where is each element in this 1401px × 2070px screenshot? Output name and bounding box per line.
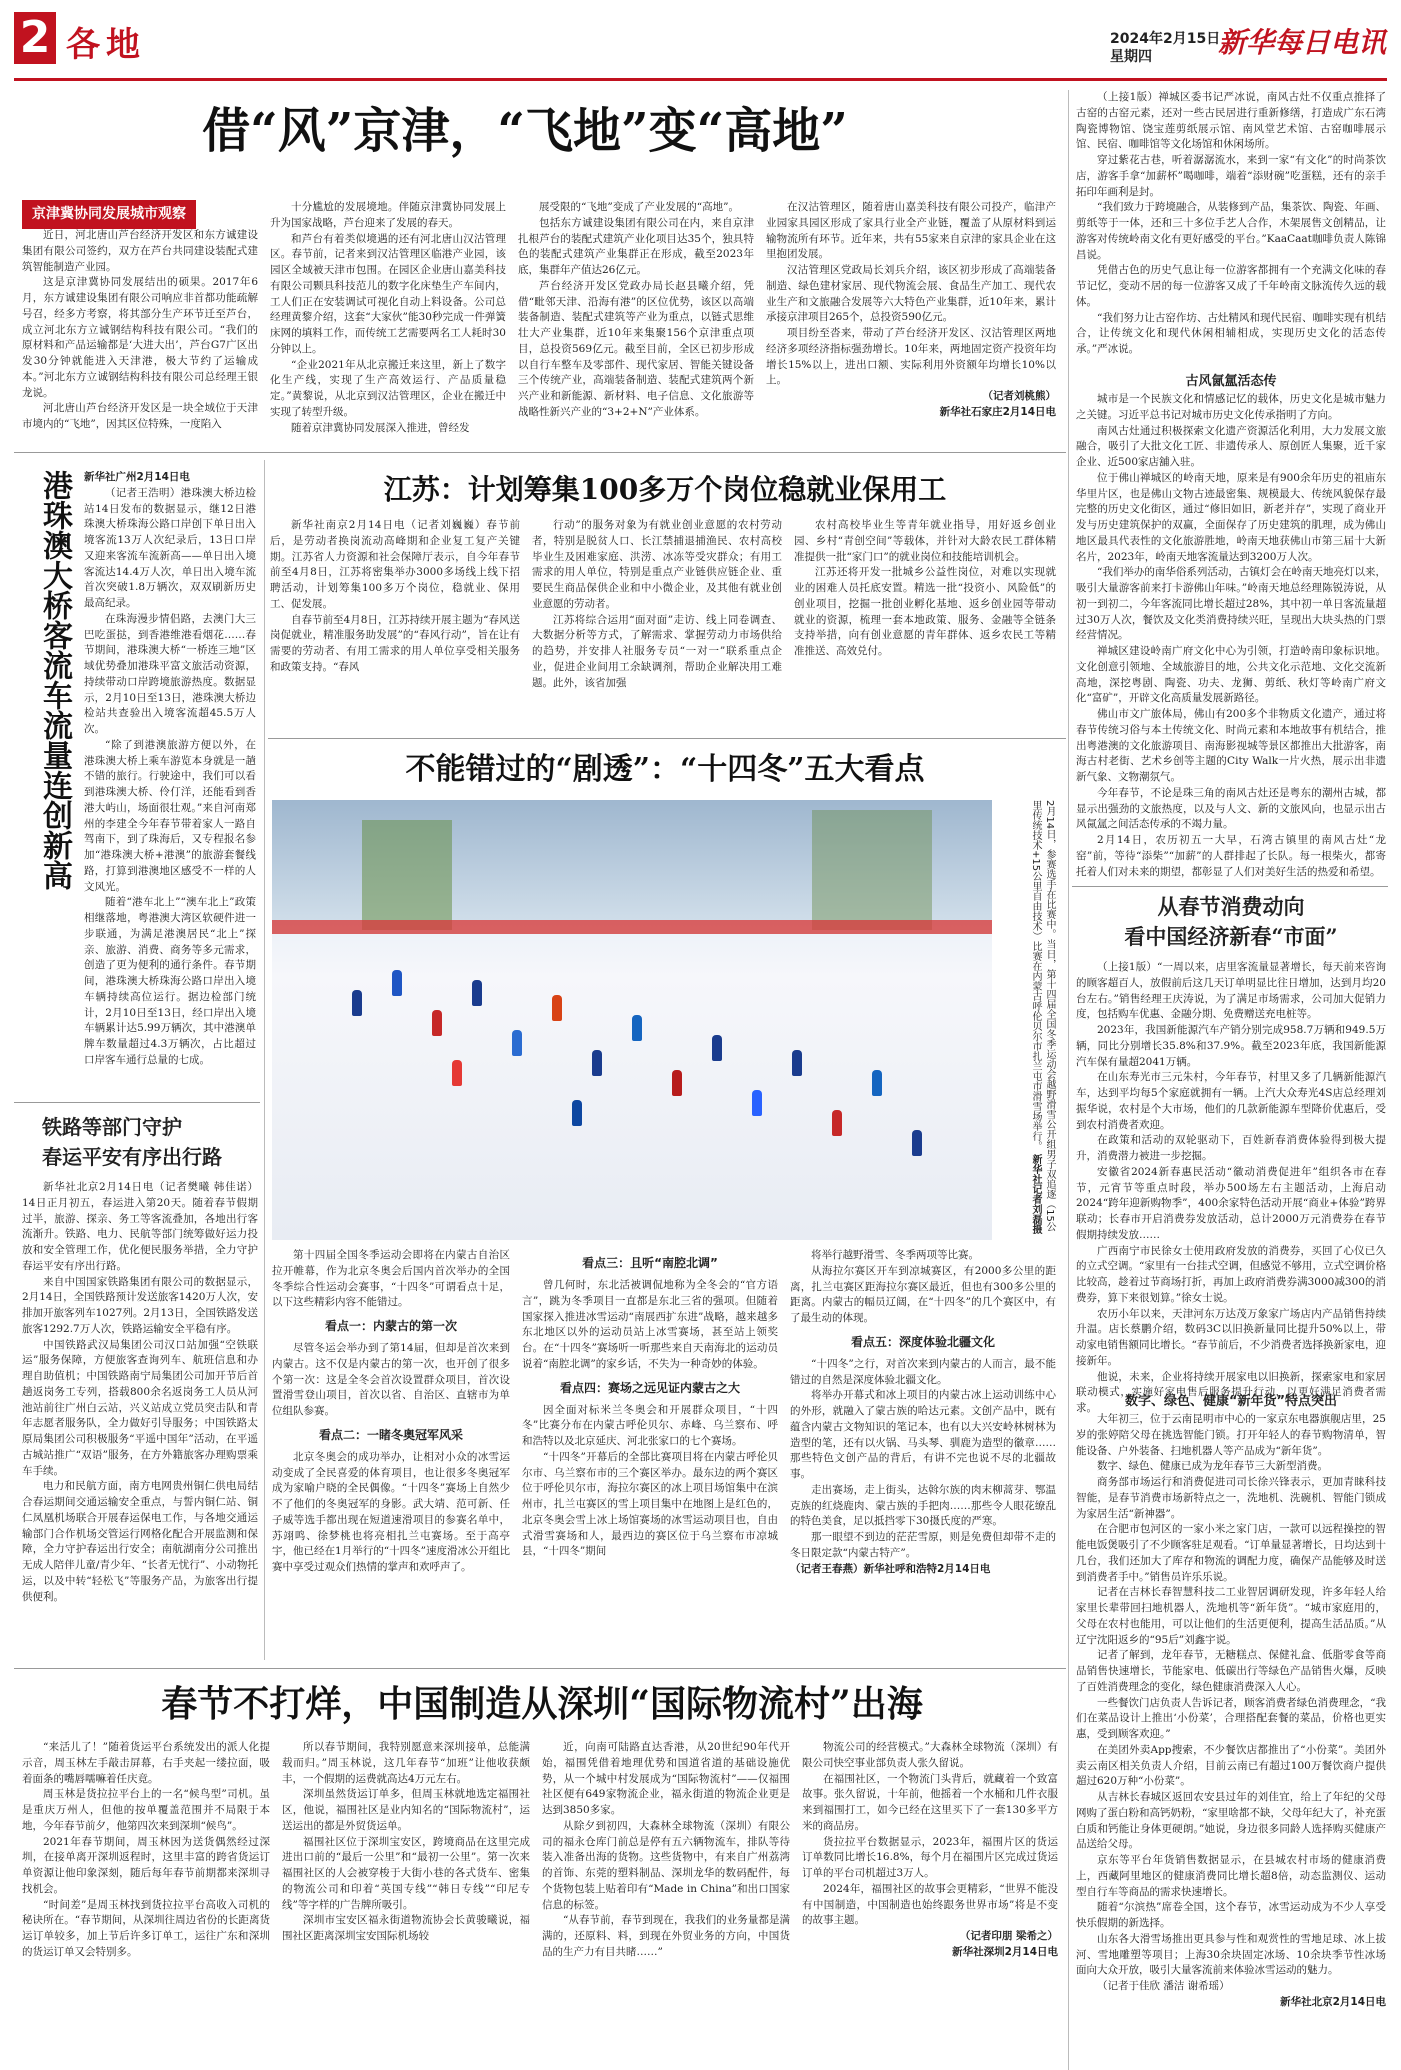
skier-figure (572, 1100, 582, 1126)
article4-title: 江苏：计划筹集100多万个岗位稳就业保用工 (383, 473, 947, 506)
photo-credit: 新华社记者刘磊摄 (1030, 1154, 1041, 1235)
article3-body (22, 1180, 258, 1660)
paragraph: 随着“尔滨热”席卷全国，这个春节，冰雪运动成为不少人享受快乐假期的新选择。 (1076, 1901, 1386, 1929)
paragraph: “企业2021年从北京搬迁来这里，新上了数字化生产线，实现了生产高效运行、产品质量稳定。”黄黎说，从北京到汉沽管理区，企业在搬迁中实现了转型升级。 (270, 358, 506, 418)
paragraph: 新华社北京2月14日电（记者樊曦 韩佳诺）14日正月初五，春运进入第20天。随着春节假期过半，旅游、探亲、务工等客流叠加，各地出行客流渐升。铁路、电力、民航等部门统筹做好运力投放和安全管理工作，优化便民服务举措，全力守护春运平安有序出行路。 (22, 1181, 258, 1272)
subhead: 看点五：深度体验北疆文化 (850, 1334, 995, 1349)
article7-col-top (1076, 90, 1386, 360)
paragraph: 第十四届全国冬季运动会即将在内蒙古自治区拉开帷幕，作为北京冬奥会后国内首次举办的全国冬季综合性运动会赛事，“十四冬”可谓看点十足，以下这些精彩内容不能错过。 (272, 1249, 510, 1309)
paragraph: 佛山市文广旅体局，佛山有200多个非物质文化遗产，通过将春节传统习俗与本土传统文化、时尚元素和本地故事有机结合，推出粤港澳的文化旅游项目、南海影视城等景区都推出大批游客，南海古村老街、艺术乡创等主题的City Walk一片火热，展示出非遗新气象、文物潮氛气。 (1076, 708, 1386, 783)
paragraph: 包括东方诚建设集团有限公司在内，来自京津扎根芦台的装配式建筑产业化项目达35个，独具特色的装配式建筑产业集群正在形成，截至2023年底，集群年产值达26亿元。 (518, 216, 754, 276)
skier-figure (912, 1130, 922, 1156)
article6-col4 (802, 1740, 1058, 2020)
paragraph: 南风古灶通过积极探索文化遗产资源活化利用，大力发展文旅融合，吸引了大批文化工匠、非遗传承人、原创匠人集聚，近千家企业、近500家店舖入驻。 (1076, 424, 1386, 468)
header-rule (14, 78, 1387, 81)
paragraph: 从除夕到初四，大森林全球物流（深圳）有限公司的福永仓库门前总是停有五六辆物流车，排队等待装入准备出海的货物。这些货物中，有来自广州荔湾的首饰、东莞的塑料制品、深圳龙华的数码配件，每个货物包装上贴着印有“Made in China”和出口国家信息的标签。 (542, 1819, 790, 1911)
paragraph: 凭借古色的历史气息让每一位游客都拥有一个充满文化味的春节记忆，变动不居的每一位游客又成了千年岭南文脉流传久远的载体。 (1076, 264, 1386, 308)
paragraph: 来自中国国家铁路集团有限公司的数据显示，2月14日，全国铁路预计发送旅客1420万人次，安排加开旅客列车1027列。2月13日，全国铁路发送旅客1292.7万人次，铁路运输安全平稳有序。 (22, 1275, 258, 1335)
ski-race-photo (272, 800, 992, 1240)
paragraph: 大年初三，位于云南昆明市中心的一家京东电器旗舰店里，25岁的张婷陪父母在挑选智能门锁。打开年轻人的春节购物清单，智能设备、户外装备、扫地机器人等产品成为“新年货”。 (1076, 1413, 1386, 1457)
reporter: （记者印朋 梁希之） (959, 1930, 1058, 1942)
skier-figure (472, 980, 482, 1006)
paragraph: 穿过紫花古巷，听着潺潺流水，来到一家“有文化”的时尚茶饮店，游客手拿“加薪杯”喝咖啡，端着“添财碗”吃蛋糕，还有的亲手拓印年画利是封。 (1076, 154, 1386, 198)
skier-figure (512, 1030, 522, 1056)
paragraph: 北京冬奥会的成功举办，让相对小众的冰雪运动变成了全民喜爱的体育项目，也让很多冬奥冠军成为家喻户晓的全民偶像。“十四冬”赛场上自然少不了他们的冬奥冠军的身影。武大靖、范可新、任子威等选手都出现在短道速滑项目的参赛名单中，苏翊鸣、徐梦桃也将亮相扎兰屯赛场。至于高亭宇，他已经在1月举行的“十四冬”速度滑冰公开组比赛中享受过观众们热情的掌声和欢呼声了。 (272, 1450, 510, 1573)
paragraph: 那一眼望不到边的茫茫雪原，则是免费但却带不走的冬日限定款“内蒙古特产”。 (790, 1531, 1056, 1559)
skier-figure (712, 1035, 722, 1061)
article1-tag (22, 200, 196, 229)
paragraph: 位于佛山禅城区的岭南天地，原来是有900余年历史的祖庙东华里片区，也是佛山文物古迹最密集、规模最大、传统风貌保存最完整的历史文化街区，通过“修旧如旧，新老并存”，实现了商业开发与历史建筑保护的双赢，全面保存了历史建筑的肌理，成为佛山地区最具代表性的文化旅游胜地，岭南天地获佛山市第三届十大新名片，2023年，岭南天地客流量达到3200万人次。 (1076, 471, 1386, 563)
paragraph: “十四冬”之行，对首次来到内蒙古的人而言，最不能错过的自然是深度体验北疆文化。 (790, 1357, 1056, 1386)
reporter: 新华社北京2月14日电 (1280, 1995, 1386, 2008)
paragraph: 尽管冬运会举办到了第14届，但却是首次来到内蒙古。这不仅是内蒙古的第一次，也开创了很多个第一次：这是全冬会首次设置群众项目，首次设置滑雪登山项目，首次以省、自治区、直辖市为单位组队参赛。 (272, 1342, 510, 1417)
paragraph: 走出赛场，走上街头，达斡尔族的肉末柳蒿芽、鄂温克族的红烧鹿肉、蒙古族的手把肉……那些令人眼花缭乱的特色美食，足以抵挡零下30摄氏度的严寒。 (790, 1483, 1056, 1528)
paragraph: 中国铁路武汉局集团公司汉口站加强“空铁联运”服务保障，方便旅客查询列车、航班信息和办理自助值机；中国铁路南宁局集团公司加开节后首趟返岗务工专列，搭载800余名返岗务工人员从河池站前往广州白云站，兴义站成立党员突击队和青年志愿者服务队，全力做好引导服务；中国铁路太原局集团公司积极服务“平遥中国年”活动，在平遥古城站推广“双语”服务，在方外籍旅客办理购票乘车手续。 (22, 1338, 258, 1477)
paragraph: 将举办开幕式和冰上项目的内蒙古冰上运动训练中心的外形，就融入了蒙古族的哈达元素。文创产品中，既有蕴含内蒙古文物知识的笔记本，也有以大兴安岭林树林为造型的笔，还有以火锅、马头琴、驯鹿为造型的徽章……那些特色文创产品的背后，有讲不完也说不尽的北疆故事。 (790, 1389, 1056, 1480)
paragraph: 商务部市场运行和消费促进司司长徐兴锋表示，更加青睐科技智能，是春节消费市场新特点之一，洗地机、洗碗机、智能门锁成为家居生活“新神器”。 (1076, 1476, 1386, 1520)
article7-subhead2: 数字、绿色、健康“新年货”特点突出 (1124, 1394, 1338, 1409)
divider (14, 1102, 260, 1103)
divider (14, 1668, 1066, 1669)
paragraph: 新华社南京2月14日电（记者刘巍巍）春节前后，是劳动者换岗流动高峰期和企业复工复产关键期。江苏省人力资源和社会保障厅表示，自今年春节前至4月8日，江苏将密集举办3000多场线上线下招聘活动，计划筹集100多万个岗位，稳就业、保用工、促发展。 (270, 519, 520, 610)
section-name: 各地 (66, 25, 146, 65)
photo-tree (362, 820, 452, 930)
photo-banner (272, 920, 992, 934)
paragraph: 深圳虽然货运订单多，但周玉林就地选定福围社区，他说，福围社区是业内知名的“国际物流村”，运送运出的都是外贸货运单。 (282, 1788, 530, 1832)
skier-figure (632, 1015, 642, 1041)
subhead: 看点二：一睹冬奥冠军风采 (318, 1427, 463, 1442)
article2-title: 港珠澳大桥客流车流量连创新高 (37, 470, 72, 890)
paragraph: “我们致力于跨境融合，从装修到产品，集茶饮、陶瓷、年画、剪纸等于一体，还和三十多位手艺人合作，木架展售文创精品，让游客对传统岭南文化有更好感受的平台。”KaaCaat咖啡负责人陈锦昌说。 (1076, 201, 1386, 261)
article7-col-bottom (1076, 1412, 1386, 2020)
paragraph: 广西南宁市民徐女士使用政府发放的消费券，买回了心仪已久的立式空调。“家里有一台挂式空调，但感觉不够用，立式空调价格比较高，趁着过节商场打折，再加上政府消费券满3000减300的消费券，算下来很划算。”徐女士说。 (1076, 1244, 1386, 1304)
paragraph: （上接1版）“一周以来，店里客流量显著增长，每天前来咨询的顾客超百人，放假前后这几天订单明显比往日增加，达到月均20台左右。”销售经理王庆涛说，为了满足市场需求，公司加大促销力度，包括购车优惠、金融分期、免费赠送充电桩等。 (1076, 961, 1386, 1021)
paragraph: 展受限的“飞地”变成了产业发展的“高地”。 (539, 201, 739, 213)
paragraph: 所以春节期间，我特别愿意来深圳接单，总能满载而归。”周玉林说，这几年春节“加班”让他收获颇丰，一个假期的运费就高达4万元左右。 (282, 1741, 530, 1785)
paragraph: 2月14日，农历初五一大早，石湾古镇里的南风古灶“龙窑”前，等待“添柴”“加薪”的人群排起了长队。每一根柴火，都寄托着人们对未来的期望，都彰显了人们对美好生活的热爱和希望。 (1076, 834, 1386, 878)
paragraph: 京东等平台年货销售数据显示，在县城农村市场的健康消费上，西藏阿里地区的健康消费同比增长超8倍，动态监测仪、运动型自行车等商品的需求快速增长。 (1076, 1854, 1386, 1898)
paragraph: 城市是一个民族文化和情感记忆的载体，历史文化是城市魅力之关键。习近平总书记对城市历史文化传承指明了方向。 (1076, 393, 1386, 421)
skier-figure (552, 995, 562, 1021)
tag-label: 京津冀协同发展城市观察 (22, 200, 196, 229)
paragraph: 在政策和活动的双轮驱动下，百姓新春消费体验得到极大提升，消费潜力被进一步挖掘。 (1076, 1134, 1386, 1162)
paragraph: 因全面对标米兰冬奥会和开展群众项目，“十四冬”比赛分布在内蒙古呼伦贝尔、赤峰、乌兰察布、呼和浩特以及北京延庆、河北张家口的七个赛场。 (522, 1403, 778, 1447)
brand-logo: 新华每日电讯 (1218, 26, 1387, 59)
paragraph: 项目纷至沓来，带动了芦台经济开发区、汉沽管理区两地经济多项经济指标强劲增长。10年来，两地固定资产投资年均增长15%以上，进出口额、实际利用外资额年均增长10%以上。 (766, 327, 1056, 387)
photo-caption (998, 800, 1056, 1240)
article6-col1 (22, 1740, 270, 2020)
skier-figure (352, 990, 362, 1016)
skier-figure (392, 970, 402, 996)
paragraph: 2024年，福围社区的故事会更精彩，“世界不能没有中国制造，中国制造也始终跟务世界市场”将是不变的故事主题。 (802, 1882, 1058, 1927)
paragraph: 从吉林长春城区返回农安县过年的刘佳宜，给上了年纪的父母网购了蛋白粉和高钙奶粉，“家里啥都不缺，父母年纪大了，补充蛋白质和钙能让身体更硬朗。”她说，身边很多同龄人选择购买健康产品送给父母。 (1076, 1791, 1386, 1851)
paragraph: 在汉沽管理区，随着唐山嘉美科技有限公司投产，临津产业园家具园区形成了家具行业全产业链，覆盖了从原材料到运输物流所有环节。近年来，共有55家来自京津的家具企业在这里抱团发展。 (766, 201, 1056, 261)
paragraph: 在珠海漫步情侣路，去澳门大三巴吃蛋挞，到香港维港看烟花……春节期间，港珠澳大桥“一桥连三地”区域优势叠加港珠平富文旅活动资源，持续带动口岸跨境旅游热度。数据显示，2月10日至13日，港珠澳大桥边检站共查验出入境客流超45.5万人次。 (84, 612, 256, 735)
subhead: 看点四：赛场之远见证内蒙古之大 (559, 1380, 740, 1395)
paragraph: 近，向南可陆路直达香港，从20世纪90年代开始，福围凭借着地理优势和国道省道的基础设施优势，从一个城中村发展成为“国际物流村”——仅福围社区便有649家物流企业，福永街道的物流企业更是达到3850多家。 (542, 1741, 790, 1816)
date: 2024年2月15日 (1110, 31, 1221, 47)
reporter: （记者刘桃熊） (982, 390, 1056, 402)
paragraph: 在山东寿光市三元朱村，今年春节，村里又多了几辆新能源汽车，达到平均每5个家庭就拥有一辆。上汽大众寿光4S店总经理刘振华说，农村是个大市场，他们的几款新能源车型降价优惠后，受到农村消费者欢迎。 (1076, 1071, 1386, 1131)
paragraph: “我们努力让古窑作坊、古灶精风和现代民宿、咖啡实现有机结合，让传统文化和现代休闲相辅相成，实现历史文化的活态传承。”严冰说。 (1076, 311, 1386, 355)
paragraph: 近日，河北唐山芦台经济开发区和东方诚建设集团有限公司签约，双方在芦台共同建设装配式建筑智能制造产业园。 (22, 229, 258, 273)
article6-title: 春节不打烊，中国制造从深圳“国际物流村”出海 (161, 1683, 923, 1725)
paragraph: 芦台经济开发区党政办局长赵县曦介绍，凭借“毗邻天津、沿海有港”的区位优势，该区以高端装备制造、装配式建筑等产业为重点，以链式思维壮大产业集群，近10年来集聚156个京津重点项目，总投资569亿元。截至目前，全区已初步形成以自行车整车及零部件、现代家居、智能关键设备三个传统产业，高端装备制造、装配式建筑两个新兴产业和新能源、新材料、电子信息、文化旅游等战略性新兴产业的“3+2+N”产业体系。 (518, 279, 754, 418)
paragraph: 安徽省2024新春惠民活动“徽动消费促进年”组织各市在春节，元宵节等重点时段，举办500场左右主题活动，上海启动2024“跨年迎新购物季”，400余家特色活动开展“商业+体验”跨界联动；长春市开启消费券发放活动，总计2000万元消费券在春节假期持续发放…… (1076, 1165, 1386, 1241)
article1-col3 (518, 200, 754, 444)
title-line1: 铁路等部门守护 (42, 1115, 182, 1139)
paragraph: 汉沽管理区党政局长刘兵介绍，该区初步形成了高端装备制造、绿色建材家居、现代物流会展、食品生产加工、现代农业生产和文旅融合发展等六大特色产业集群，近10年来，累计承接京津项目265个，总投资590亿元。 (766, 264, 1056, 324)
photo-tree (812, 810, 932, 930)
article4-col3 (794, 518, 1056, 730)
paragraph: 自春节前至4月8日，江苏持续开展主题为“春风送岗促就业，精准服务助发展”的“春风行动”，旨在让有需要的劳动者、有用工需求的用人单位享受相关服务和政策支持。“春风 (270, 613, 520, 673)
paragraph: 2023年，我国新能源汽车产销分别完成958.7万辆和949.5万辆，同比分别增长35.8%和37.9%。截至2023年底，我国新能源汽车保有量超2041万辆。 (1076, 1024, 1386, 1068)
skier-figure (872, 1070, 882, 1096)
paragraph: 他说，未来，企业将持续开展家电以旧换新，探索家电和家居联动模式，实施好家电售后服务提升行动，以更好满足消费者需求。 (1076, 1370, 1386, 1414)
skier-figure (832, 1110, 842, 1136)
paragraph: 福围社区位于深圳宝安区，跨境商品在这里完成进出口前的“最后一公里”和“最初一公里”。第一次来福围社区的人会被穿梭于大街小巷的各式货车、密集的物流公司和印着“英国专线”“韩日专线”“印尼专线”等字样的广告牌所吸引。 (282, 1835, 530, 1911)
skier-figure (672, 1070, 682, 1096)
skier-figure (752, 1090, 762, 1116)
dateline: 新华社石家庄2月14日电 (939, 405, 1056, 418)
paragraph: 江苏还将开发一批城乡公益性岗位，对难以实现就业的困难人员托底安置。精选一批“投资小、风险低”的创业项目，挖掘一批创业孵化基地、返乡创业园等带动就业的资源，梳理一套本地政策、服务、金融等全链条支持举措，向有创业意愿的青年群体、返乡农民工等精准推送、高效兑付。 (794, 566, 1056, 657)
article1-title: 借“风”京津，“飞地”变“高地” (202, 103, 848, 159)
paragraph: “十四冬”开幕后的全部比赛项目将在内蒙古呼伦贝尔市、乌兰察布市的三个赛区举办。最东边的两个赛区位于呼伦贝尔市，海拉尔赛区的冰上项目场馆集中在滨州市，扎兰屯赛区的雪上项目集中在地图上是红色的，北京冬奥会雪上冰上场馆赛场的冰雪运动项目也，自由式滑雪赛场和人，最西边的赛区位于乌兰察布市凉城县，“十四冬”期间 (522, 1450, 778, 1558)
paragraph: 随着京津冀协同发展深入推进，曾经发 (291, 421, 470, 434)
paragraph: 在福围社区，一个物流门头背后，就藏着一个致富故事。张久留说，十年前，他摇着一个水桶和几件衣服来到福围打工，如今已经在这里买下了一套130多平方米的商品房。 (802, 1772, 1058, 1832)
paragraph: “我们举办的南华俗系列活动，古镇灯会在岭南天地亮灯以来，吸引大量游客前来打卡游佛山年味。”岭南天地总经理陈锐涛说，从初一到初二，今年客流同比增长超过28%，其中初一单日客流量超过30万人次，餐饮及文化类消费持续兴旺，呈现出大块头热的门票经营情况。 (1076, 566, 1386, 642)
paragraph: 农村高校毕业生等青年就业指导，用好返乡创业园、乡村“青创空间”等载体，并针对大龄农民工群体精准提供一批“家门口”的就业岗位和技能培训机会。 (794, 519, 1056, 563)
dateline: 新华社深圳2月14日电 (952, 1945, 1058, 1958)
skier-figure (592, 1050, 602, 1076)
article7-col-mid (1076, 392, 1386, 882)
article7-title2 (1076, 892, 1386, 956)
paragraph: 2021年春节期间，周玉林因为送货偶然经过深圳，在接单离开深圳返程时，这里丰富的跨省货运订单资源让他印象深刻，随后每年春节前期都来深圳寻找机会。 (22, 1835, 270, 1895)
paragraph: 禅城区建设岭南广府文化中心为引领，打造岭南印象标识地。文化创意引领地、全域旅游目的地，公共文化示范地、文化交流新高地，深挖粤剧、陶瓷、功夫、龙狮、剪纸、秋灯等岭南广府文化“富矿”，开辟文化高质量发展新路径。 (1076, 645, 1386, 705)
paragraph: 周玉林是货拉拉平台上的一名“候鸟型”司机。虽是重庆万州人，但他的按单覆盖范围并不局限于本地，今年春节前夕，他第四次来到深圳“候鸟”。 (22, 1788, 270, 1832)
paragraph: 随着“港车北上”“澳车北上”政策相继落地，粤港澳大湾区软硬件进一步联通，为满足港澳居民“北上”探亲、旅游、消费、商务等多元需求，创造了更为便利的通行条件。春节期间，港珠澳大桥珠海公路口岸出入境车辆持续高位运行。据边检部门统计，2月10日至13日，经口岸出入境车辆累计达5.99万辆次，其中港澳单牌车数量超过4.3万辆次，占比超过口岸客车通行总量的七成。 (84, 896, 256, 1066)
paragraph: “来活儿了！”随着货运平台系统发出的派人化提示音，周玉林左手敲击屏幕，右手夹起一缕拉面，吸着面条的嘴唇嚅嘛着任庆竟。 (22, 1741, 270, 1785)
paragraph: 在美团外卖App搜索，不少餐饮店都推出了“小份菜”。美团外卖云南区相关负责人介绍，目前云南已有超过100万餐饮商户提供超过620万种“小份菜”。 (1076, 1743, 1386, 1788)
paragraph: 深圳市宝安区福永街道物流协会长黄骏曦说，福围社区距离深圳宝安国际机场较 (282, 1914, 530, 1942)
article5-col3 (790, 1248, 1056, 1658)
paragraph: “时间差”是周玉林找到货拉拉平台高收入司机的秘诀所在。“春节期间，从深圳往周边省份的长距离货运订单较多，加上节后许多订单工，运往广东和深圳的货运订单又会特别多。 (22, 1898, 270, 1958)
paragraph: 江苏将综合运用“面对面”走访、线上同卷调查、大数据分析等方式，了解需求、掌握劳动力市场供给的趋势，并安排人社服务专员“一对一”联系重点企业，促进企业间用工余缺调剂，帮助企业解决用工难题。此外，该省加强 (532, 613, 782, 689)
dateline: 新华社广州2月14日电 (84, 471, 190, 483)
issue-date (1110, 30, 1220, 66)
paragraph: “除了到港澳旅游方便以外，在港珠澳大桥上乘车游览本身就是一趟不错的旅行。行驶途中，我们可以看到港珠澳大桥、伶仃洋，还能看到香港大屿山，场面很壮观。”来自河南郑州的李建全今年春节带着家人一路自驾南下，到了珠海后，又专程报名参加“港珠澳大桥+港澳”的旅游套餐线路，打算到港澳地区感受不一样的人文风光。 (84, 738, 256, 893)
paragraph: 数字、绿色、健康已成为龙年春节三大新型消费。 (1097, 1460, 1328, 1473)
article1-col1 (22, 228, 258, 444)
article3-title (22, 1112, 258, 1176)
divider (268, 738, 1066, 739)
column-divider (264, 460, 265, 1660)
article1-col2 (270, 200, 506, 444)
paragraph: （记者于佳欣 潘洁 谢希瑶） (1097, 1980, 1230, 1992)
paragraph: 记者了解到，龙年春节，无糖糕点、保健礼盒、低脂零食等商品销售快速增长，节能家电、低碳出行等绿色产品销售火爆，反映了百姓消费理念的变化，绿色健康消费深入人心。 (1076, 1649, 1386, 1693)
subhead: 看点一：内蒙古的第一次 (324, 1319, 457, 1333)
article6-col3 (542, 1740, 790, 2020)
paragraph: （上接1版）禅城区委书记严冰说，南风古灶不仅重点推择了古窑的古窑元素，还对一些古民居进行重新修缮，打造成广东石湾陶瓷博物馆、饶宝莲剪纸展示馆、南风堂艺术馆、古窑咖啡展示馆、民宿、咖啡馆等文化场馆和休闲场所。 (1076, 91, 1386, 151)
paragraph: 和芦台有着类似境遇的还有河北唐山汉沽管理区。春节前，记者来到汉沽管理区临港产业园，该园区全域被天津市包围。在园区企业唐山嘉美科技有限公司颗具科技范儿的数字化床垫生产车间内，工人们正在安装调试可视化自动上料设备。公司总经理黄黎介绍，这套“大家伙”能30秒完成一件弹簧床网的填料工作，而传统工艺需要两名工人耗时30分钟以上。 (270, 232, 506, 355)
paragraph: “从春节前，春节到现在，我我们的业务量都是满满的，还原料、料，到现在外贸业务的方向，中国货品的生产力有目共睹……” (542, 1914, 790, 1958)
article6-col2 (282, 1740, 530, 2020)
paragraph: 行动”的服务对象为有就业创业意愿的农村劳动者，特别是脱贫人口、长江禁捕退捕渔民、农村高校毕业生及困难家庭、洪涝、冰冻等受灾群众；有用工需求的用人单位，特别是重点产业链供应链企业、重要民生商品保供企业和中小微企业，及其他有就业创业意愿的劳动者。 (532, 519, 782, 610)
paragraph: 从海拉尔赛区开车到凉城赛区，有2000多公里的距离，扎兰屯赛区距海拉尔赛区最近，但也有300多公里的距离。内蒙古的幅员辽阔，在“十四冬”的几个赛区中，有了最生动的体现。 (790, 1264, 1056, 1324)
paragraph: 在合肥市包河区的一家小米之家门店，一款可以远程操控的智能电饭煲吸引了不少顾客驻足观看。“订单量显著增长，日均达到十几台，我们还加大了库存和物流的调配力度，确保产品能够及时送到消费者手中。”销售员许乐乐说。 (1076, 1523, 1386, 1583)
article1-col4 (766, 200, 1056, 444)
weekday: 星期四 (1110, 49, 1152, 65)
skier-figure (432, 1010, 442, 1036)
paragraph: 十分尴尬的发展境地。伴随京津冀协同发展上升为国家战略，芦台迎来了发展的春天。 (270, 201, 506, 229)
article5-col1 (272, 1248, 510, 1658)
page-number: 2 (14, 12, 56, 64)
article5-title: 不能错过的“剧透”：“十四冬”五大看点 (405, 752, 925, 787)
paragraph: 一些餐饮门店负责人告诉记者，顾客消费者绿色消费理念，“我们在菜品设计上推出‘小份菜’，合理搭配套餐的菜品，价格也更实惠，受到顾客欢迎。” (1076, 1696, 1386, 1740)
paragraph: 货拉拉平台数据显示，2023年，福围片区的货运订单数同比增长16.8%，每个月在福围片区完成过货运订单的平台司机超过3万人。 (802, 1835, 1058, 1879)
article4-col1 (270, 518, 520, 730)
subhead: 看点三：且听“南腔北调” (582, 1256, 718, 1270)
column-divider (1068, 90, 1069, 2070)
paragraph: 将举行越野滑雪、冬季两项等比赛。 (811, 1249, 979, 1261)
paragraph: 农历小年以来，天津河东万达茂万象家广场店内产品销售持续升温。店长蔡鹏介绍，数码3C以旧换新量同比提升50%以上，带动家电销售额同比增长。“春节前后，不少消费者选择换新家电，迎接新年。 (1076, 1307, 1386, 1367)
dateline: （记者王春燕）新华社呼和浩特2月14日电 (790, 1562, 991, 1575)
paragraph: 山东各大滑雪场推出更具参与性和观赏性的雪地足球、冰上拔河、雪地雕塑等项目；上海30余块固定冰场、10余块季节性冰场面向大众开放，吸引大量客流前来体验冰雪运动的魅力。 (1076, 1932, 1386, 1977)
skier-figure (792, 1050, 802, 1076)
paragraph: 河北唐山芦台经济开发区是一块全域位于天津市境内的“飞地”，因其区位特殊，一度陷入 (22, 402, 258, 430)
paragraph: 曾几何时，东北活被调侃地称为全冬会的“官方语言”，跳为冬季项目一直都是东北三省的强项。但随着国家探入推进冰雪运动“南展西扩东进”战略，越来越多东北地区以外的运动员站上冰雪赛场，甚至站上领奖台。在“十四冬”赛场听一听那些来自天南海北的运动员说着“南腔北调”的家乡话，不失为一种奇妙的体验。 (522, 1279, 778, 1370)
paragraph: 今年春节，不论是珠三角的南风古灶还是粤东的潮州古城，都显示出强劲的文旅热度，以及与人文、新的文旅风向，也显示出古风氤氲之间活态传承的不竭力量。 (1076, 786, 1386, 831)
title-line2: 看中国经济新春“市面” (1124, 924, 1338, 949)
title-line1: 从春节消费动向 (1157, 894, 1305, 919)
skier-figure (452, 1060, 462, 1086)
divider (14, 452, 1066, 453)
paragraph: 这是京津冀协同发展结出的硕果。2017年6月，东方诚建设集团有限公司响应非首都功能疏解号召，经多方考察，将其部分生产环节迁至芦台，成立河北东方立诚钢结构科技有限公司。“我们的原材料和产品运输都是‘大进大出’，芦台G7广区出发30分钟就能进入天津港，极大节约了运输成本。”河北东方立诚钢结构科技有限公司总经理王银龙说。 (22, 276, 258, 399)
title-line2: 春运平安有序出行路 (42, 1145, 222, 1169)
article4-col2 (532, 518, 782, 730)
paragraph: （记者王浩明）港珠澳大桥边检站14日发布的数据显示，继12日港珠澳大桥珠海公路口岸创下单日出入境客流13万人次纪录后，13日口岸又迎来客流车流新高——单日出入境客流达14.4万人次，单日出入境车流首次突破1.8万辆次，双双刷新历史最高纪录。 (84, 486, 256, 609)
article5-col2 (522, 1248, 778, 1658)
article2-body (84, 470, 256, 1090)
paragraph: 电力和民航方面，南方电网贵州铜仁供电局结合春运期间交通运输安全重点，与誓内铜仁站、铜仁凤凰机场联合开展春运保电工作，与各地交通运输部门合作机场交管运行网格化配合开展监测和保障，全力守护春运出行安全；南航湖南分公司推出无成人陪伴儿童/青少年、“长者无忧行”、小动物托运，以及中转“轻松飞”等服务产品，为旅客出行提供便利。 (22, 1480, 258, 1603)
divider (1072, 886, 1388, 887)
article7-subhead1: 古风氤氲活态传 (1185, 374, 1277, 389)
paragraph: 记者在吉林长春智慧科技二工业智居调研发现，许多年轻人给家里长辈带回扫地机器人，洗地机等“新年货”。“城市家庭用的，父母在农村也能用，可以让他们的生活更便利，提高生活品质。”从辽宁沈阳返乡的“95后”刘鑫宇说。 (1076, 1586, 1386, 1646)
caption-text: 2月14日，参赛选手在比赛中。当日，第十四届全国冬季运动会越野滑雪公开组男子双追逐（15公里传统技术+15公里自由技术）比赛在内蒙古呼伦贝尔市扎兰屯市滑雪场举行。 (1030, 800, 1055, 1232)
paragraph: 物流公司的经营模式。”大森林全球物流（深圳）有限公司快空事业部负责人张久留说。 (802, 1741, 1058, 1769)
